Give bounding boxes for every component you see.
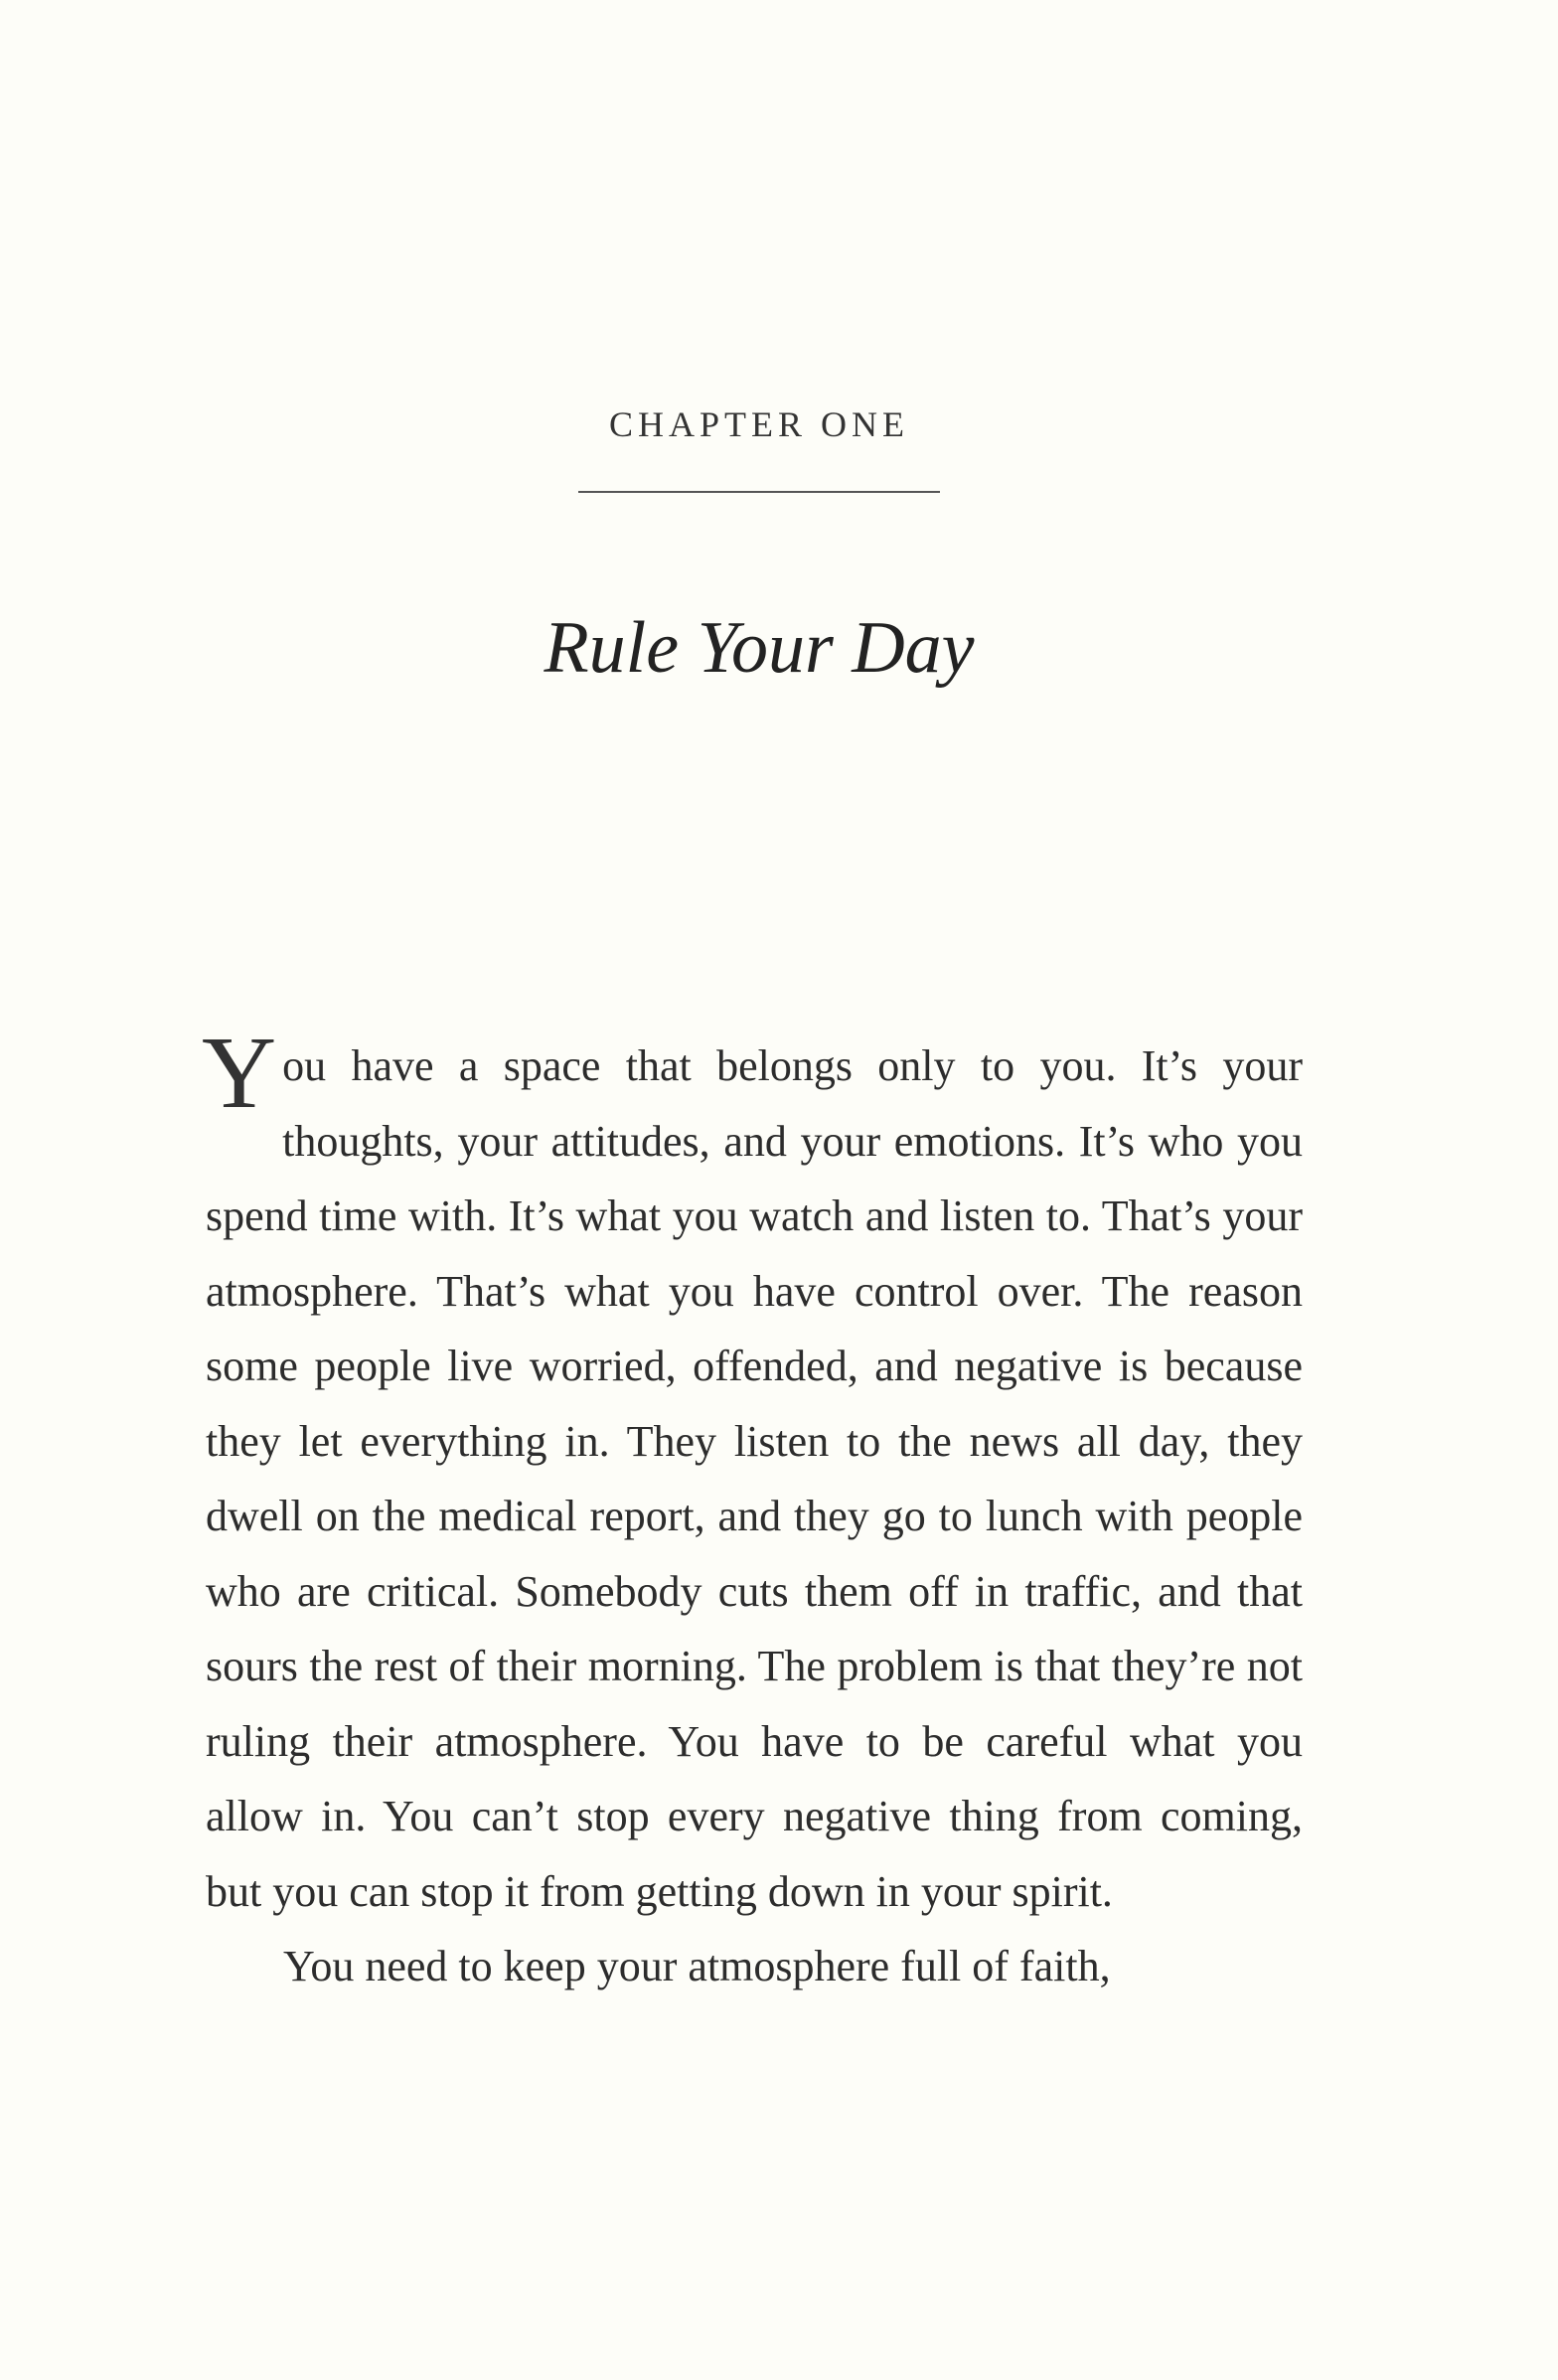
drop-cap: Y [202, 1016, 277, 1130]
paragraph-1 [202, 1016, 1303, 1929]
paragraph-2: You need to keep your atmosphere full of faith, [283, 1942, 1111, 1990]
chapter-label: CHAPTER ONE [608, 404, 909, 444]
paragraph-1-text: ou have a space that belongs only to you. It’s your thoughts, your attitudes, and your emotions. It’s who you spend time with. It’s what you watch and listen to. That’s your atmosphere. That’s what you have control over. The reason some people live worried, offended, and negative is because they let everything in. They listen to the news all day, they dwell on the medical report, and they go to lunch with people who are critical. Somebody cuts them off in traffic, and that sours the rest of their morning. The problem is that they’re not ruling their atmosphere. You have to be careful what you allow in. You can’t stop every negative thing from coming, but you can stop it from getting down in your spirit. [206, 1041, 1303, 1916]
body-text [202, 1016, 1303, 2004]
chapter-title: Rule Your Day [544, 607, 975, 689]
chapter-divider [578, 491, 940, 493]
